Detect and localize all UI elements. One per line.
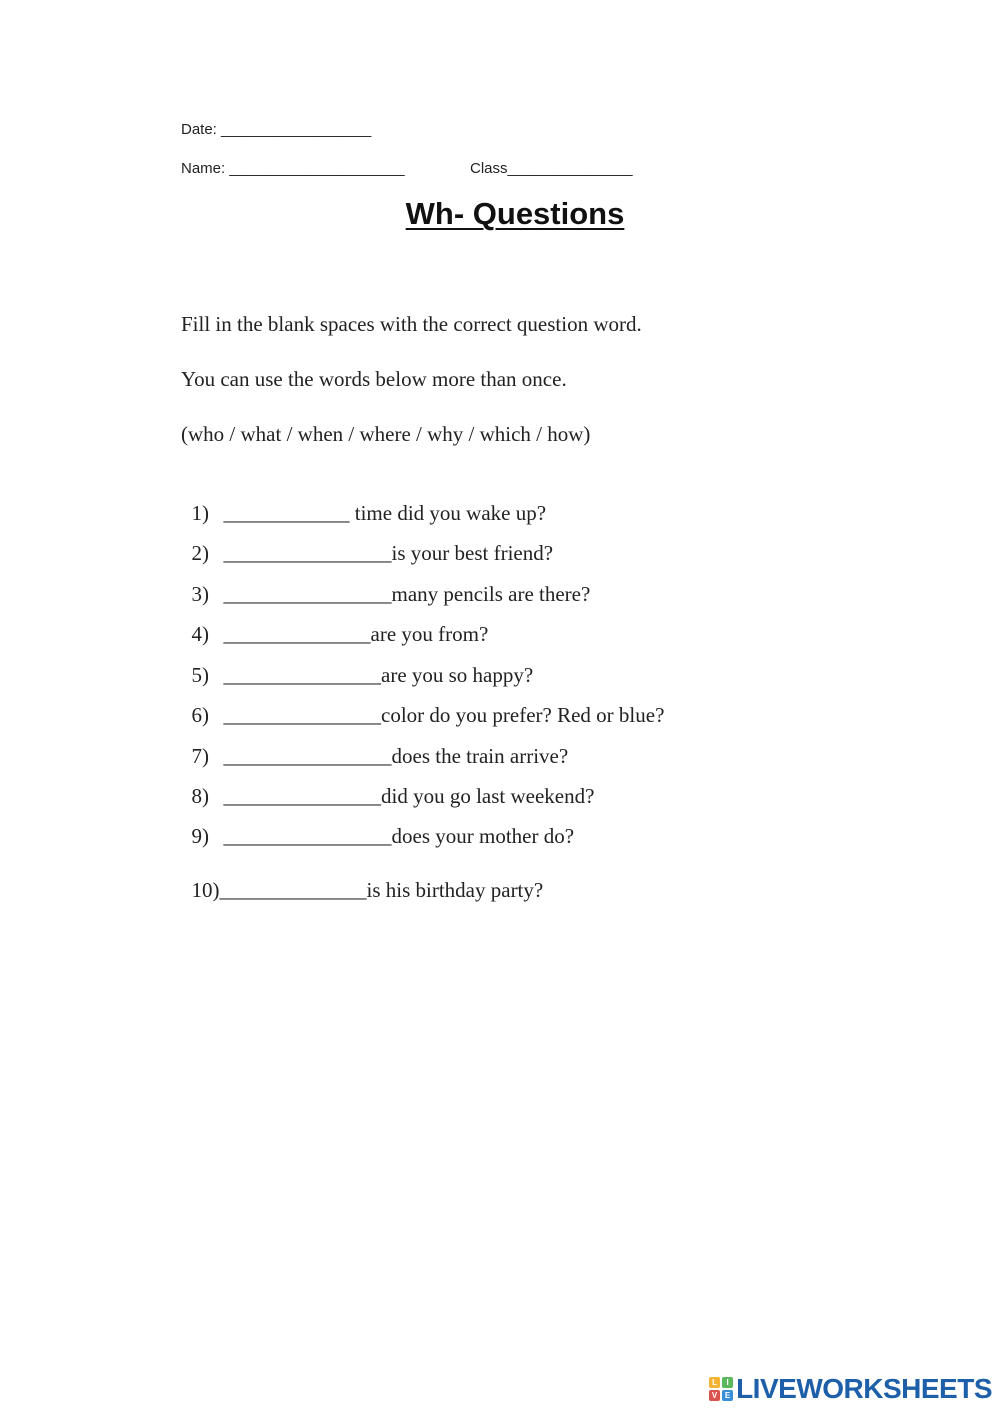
question-number: 3): [191, 582, 209, 606]
question-text: ________________does your mother do?: [223, 824, 575, 848]
page-title: Wh- Questions: [405, 196, 625, 231]
question-text: ______________is his birthday party?: [219, 878, 544, 902]
name-field: Name: _____________________: [181, 160, 405, 177]
logo-text: LIVEWORKSHEETS: [736, 1373, 992, 1404]
word-list: (who / what / when / where / why / which / how): [181, 422, 591, 446]
question-text: ________________is your best friend?: [223, 541, 554, 565]
question-number: 9): [191, 824, 209, 848]
liveworksheets-logo: [709, 1375, 992, 1403]
question-item: [181, 853, 543, 903]
logo-tile: L: [709, 1377, 720, 1388]
question-text: _______________did you go last weekend?: [223, 784, 595, 808]
question-text: _______________color do you prefer? Red or blue?: [223, 703, 665, 727]
question-text: ____________ time did you wake up?: [223, 501, 547, 525]
question-number: 6): [191, 703, 209, 727]
question-number: 1): [191, 501, 209, 525]
question-number: 4): [191, 622, 209, 646]
question-text: _______________are you so happy?: [223, 663, 534, 687]
logo-mark-icon: [709, 1377, 733, 1401]
logo-tile: V: [709, 1390, 720, 1401]
question-text: ________________many pencils are there?: [223, 582, 591, 606]
date-field: Date: __________________: [181, 121, 372, 138]
logo-tile: E: [722, 1390, 733, 1401]
question-number: 5): [191, 663, 209, 687]
instruction-fill-blanks: Fill in the blank spaces with the correct question word.: [181, 312, 642, 336]
question-number: 7): [191, 744, 209, 768]
logo-tile: I: [722, 1377, 733, 1388]
question-text: ______________are you from?: [223, 622, 489, 646]
question-text: ________________does the train arrive?: [223, 744, 569, 768]
class-field: Class_______________: [470, 160, 633, 177]
question-number: 2): [191, 541, 209, 565]
instruction-reuse-words: You can use the words below more than once.: [181, 367, 567, 391]
question-number: 8): [191, 784, 209, 808]
question-item: [181, 799, 574, 849]
question-number: 10): [191, 878, 220, 902]
